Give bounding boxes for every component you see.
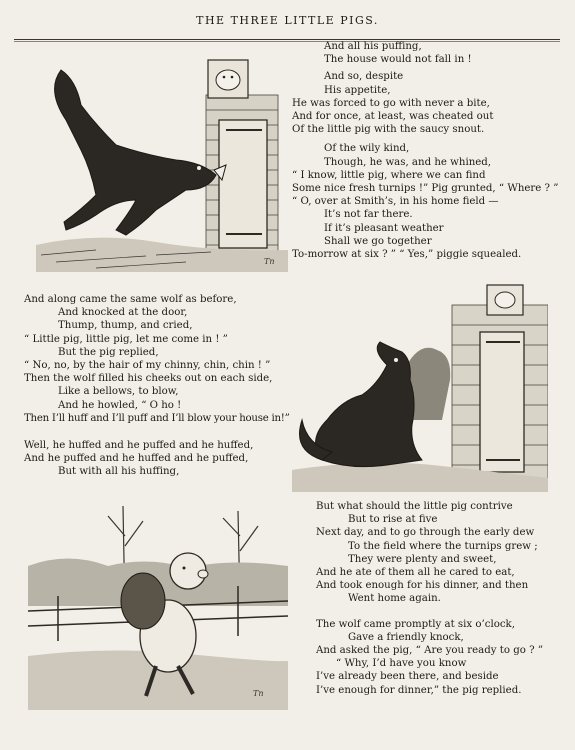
verse-line: But what should the little pig contrive (316, 501, 513, 512)
verse-line: Thump, thump, and cried, (58, 320, 193, 332)
verse-line: Well, he huffed and he puffed and he huffed, (24, 440, 254, 452)
verse-line: The house would not fall in ! (324, 54, 472, 66)
verse-line: And along came the same wolf as before, (24, 294, 237, 305)
verse-line: And took enough for his dinner, and then (316, 580, 529, 592)
verse-line: Then the wolf filled his cheeks out on each side, (24, 373, 273, 385)
pig-with-basket-illustration (28, 496, 288, 710)
verse-line: But the pig replied, (58, 346, 159, 358)
verse-line: And knocked at the door, (58, 307, 188, 319)
page-header: THE THREE LITTLE PIGS. (196, 14, 379, 27)
verse-line: If it’s pleasant weather (324, 222, 444, 234)
verse-line: “ Why, I’d have you know (336, 658, 467, 670)
svg-text:Tn: Tn (264, 257, 275, 266)
verse-line: “ O, over at Smith’s, in his home field — (292, 196, 499, 208)
verse-line: The wolf came promptly at six o’clock, (316, 618, 515, 630)
verse-right-top (292, 40, 558, 261)
svg-text:Tn: Tn (253, 689, 264, 698)
verse-line: Went home again. (348, 593, 441, 605)
verse-left-mid (24, 293, 290, 479)
wolf-at-door-illustration (36, 50, 288, 272)
verse-line: And he ate of them all he cared to eat, (316, 567, 515, 579)
verse-line: But with all his huffing, (58, 466, 180, 478)
verse-line: And all his puffing, (324, 41, 422, 52)
verse-line: Next day, and to go through the early dew (316, 527, 535, 539)
verse-line: “ No, no, by the hair of my chinny, chin, chin ! ” (24, 360, 271, 372)
verse-line: He was forced to go with never a bite, (292, 97, 490, 109)
verse-line: I’ve already been there, and beside (316, 671, 499, 683)
verse-line: And asked the pig, “ Are you ready to go ? ” (316, 645, 544, 657)
verse-line: And he puffed and he huffed and he puffed, (24, 453, 249, 465)
verse-line: It’s not far there. (324, 209, 413, 221)
verse-line: Like a bellows, to blow, (58, 386, 179, 398)
verse-line: Gave a friendly knock, (348, 631, 464, 643)
verse-line: Shall we go together (324, 235, 432, 247)
verse-line: Then I’ll huff and I’ll puff and I’ll blow your house in!” (24, 412, 290, 424)
verse-line: Some nice fresh turnips !” Pig grunted, “ Where ? ” (292, 183, 559, 195)
verse-line: And so, despite (324, 71, 404, 83)
verse-line: To-morrow at six ? ” “ Yes,” piggie squealed. (292, 249, 522, 261)
verse-line: But to rise at five (348, 514, 438, 526)
verse-line: His appetite, (324, 84, 391, 96)
verse-line: They were plenty and sweet, (348, 553, 497, 565)
verse-line: “ Little pig, little pig, let me come in ! ” (24, 333, 228, 345)
verse-right-bottom (316, 500, 543, 697)
verse-line: “ I know, little pig, where we can find (292, 169, 486, 181)
verse-line: I’ve enough for dinner,” the pig replied. (316, 684, 522, 696)
verse-line: And for once, at least, was cheated out (292, 111, 494, 123)
verse-line: Of the little pig with the saucy snout. (292, 124, 485, 136)
wolf-sitting-illustration (292, 280, 548, 492)
verse-line: And he howled, “ O ho ! (58, 399, 182, 411)
verse-line: Though, he was, and he whined, (324, 156, 492, 168)
verse-line: Of the wily kind, (324, 143, 410, 155)
verse-line: To the field where the turnips grew ; (348, 540, 538, 552)
